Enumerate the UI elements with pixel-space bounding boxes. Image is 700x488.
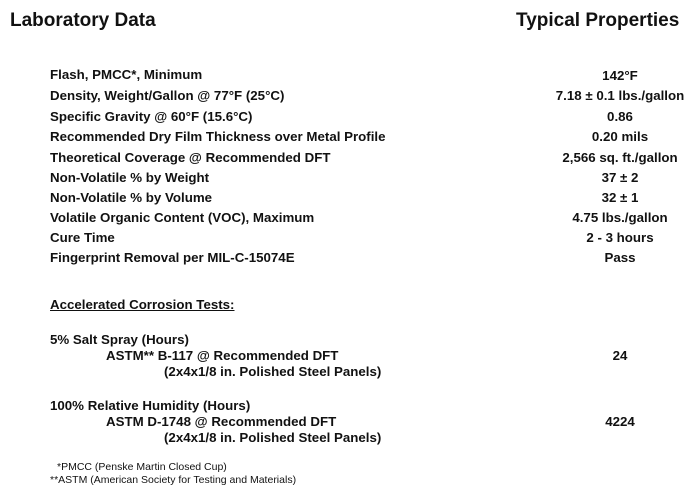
page-title: Laboratory Data xyxy=(10,10,156,31)
property-value-fingerprint: Pass xyxy=(604,250,636,265)
property-label-coverage: Theoretical Coverage @ Recommended DFT xyxy=(50,150,331,165)
test-name-salt-spray: 5% Salt Spray (Hours) xyxy=(50,332,189,347)
test-panel-humidity: (2x4x1/8 in. Polished Steel Panels) xyxy=(164,430,382,445)
property-value-dft: 0.20 mils xyxy=(591,129,649,144)
property-value-density: 7.18 ± 0.1 lbs./gallon xyxy=(555,88,685,103)
property-label-specific-gravity: Specific Gravity @ 60°F (15.6°C) xyxy=(50,109,253,124)
test-value-humidity: 4224 xyxy=(605,414,635,429)
property-label-density: Density, Weight/Gallon @ 77°F (25°C) xyxy=(50,88,285,103)
test-panel-salt-spray: (2x4x1/8 in. Polished Steel Panels) xyxy=(164,364,382,379)
property-label-fingerprint: Fingerprint Removal per MIL-C-15074E xyxy=(50,250,295,265)
corrosion-tests-heading: Accelerated Corrosion Tests: xyxy=(50,297,235,312)
test-method-humidity: ASTM D-1748 @ Recommended DFT xyxy=(106,414,337,429)
property-value-nv-weight: 37 ± 2 xyxy=(601,170,639,185)
property-label-nv-volume: Non-Volatile % by Volume xyxy=(50,190,213,205)
footnote-pmcc: *PMCC (Penske Martin Closed Cup) xyxy=(57,461,227,473)
property-label-nv-weight: Non-Volatile % by Weight xyxy=(50,170,210,185)
property-value-cure-time: 2 - 3 hours xyxy=(586,230,654,245)
property-label-cure-time: Cure Time xyxy=(50,230,115,245)
property-label-flash: Flash, PMCC*, Minimum xyxy=(50,67,203,82)
property-value-nv-volume: 32 ± 1 xyxy=(601,190,639,205)
property-value-voc: 4.75 lbs./gallon xyxy=(572,210,668,225)
property-label-dft: Recommended Dry Film Thickness over Metal Profile xyxy=(50,129,386,144)
property-label-voc: Volatile Organic Content (VOC), Maximum xyxy=(50,210,315,225)
test-value-salt-spray: 24 xyxy=(612,348,628,363)
test-method-salt-spray: ASTM** B-117 @ Recommended DFT xyxy=(106,348,339,363)
section-title-typical-properties: Typical Properties xyxy=(516,10,680,31)
property-value-specific-gravity: 0.86 xyxy=(607,109,633,124)
footnote-astm: **ASTM (American Society for Testing and Materials) xyxy=(50,474,297,486)
property-value-coverage: 2,566 sq. ft./gallon xyxy=(562,150,678,165)
test-name-humidity: 100% Relative Humidity (Hours) xyxy=(50,398,251,413)
property-value-flash: 142°F xyxy=(602,68,638,83)
